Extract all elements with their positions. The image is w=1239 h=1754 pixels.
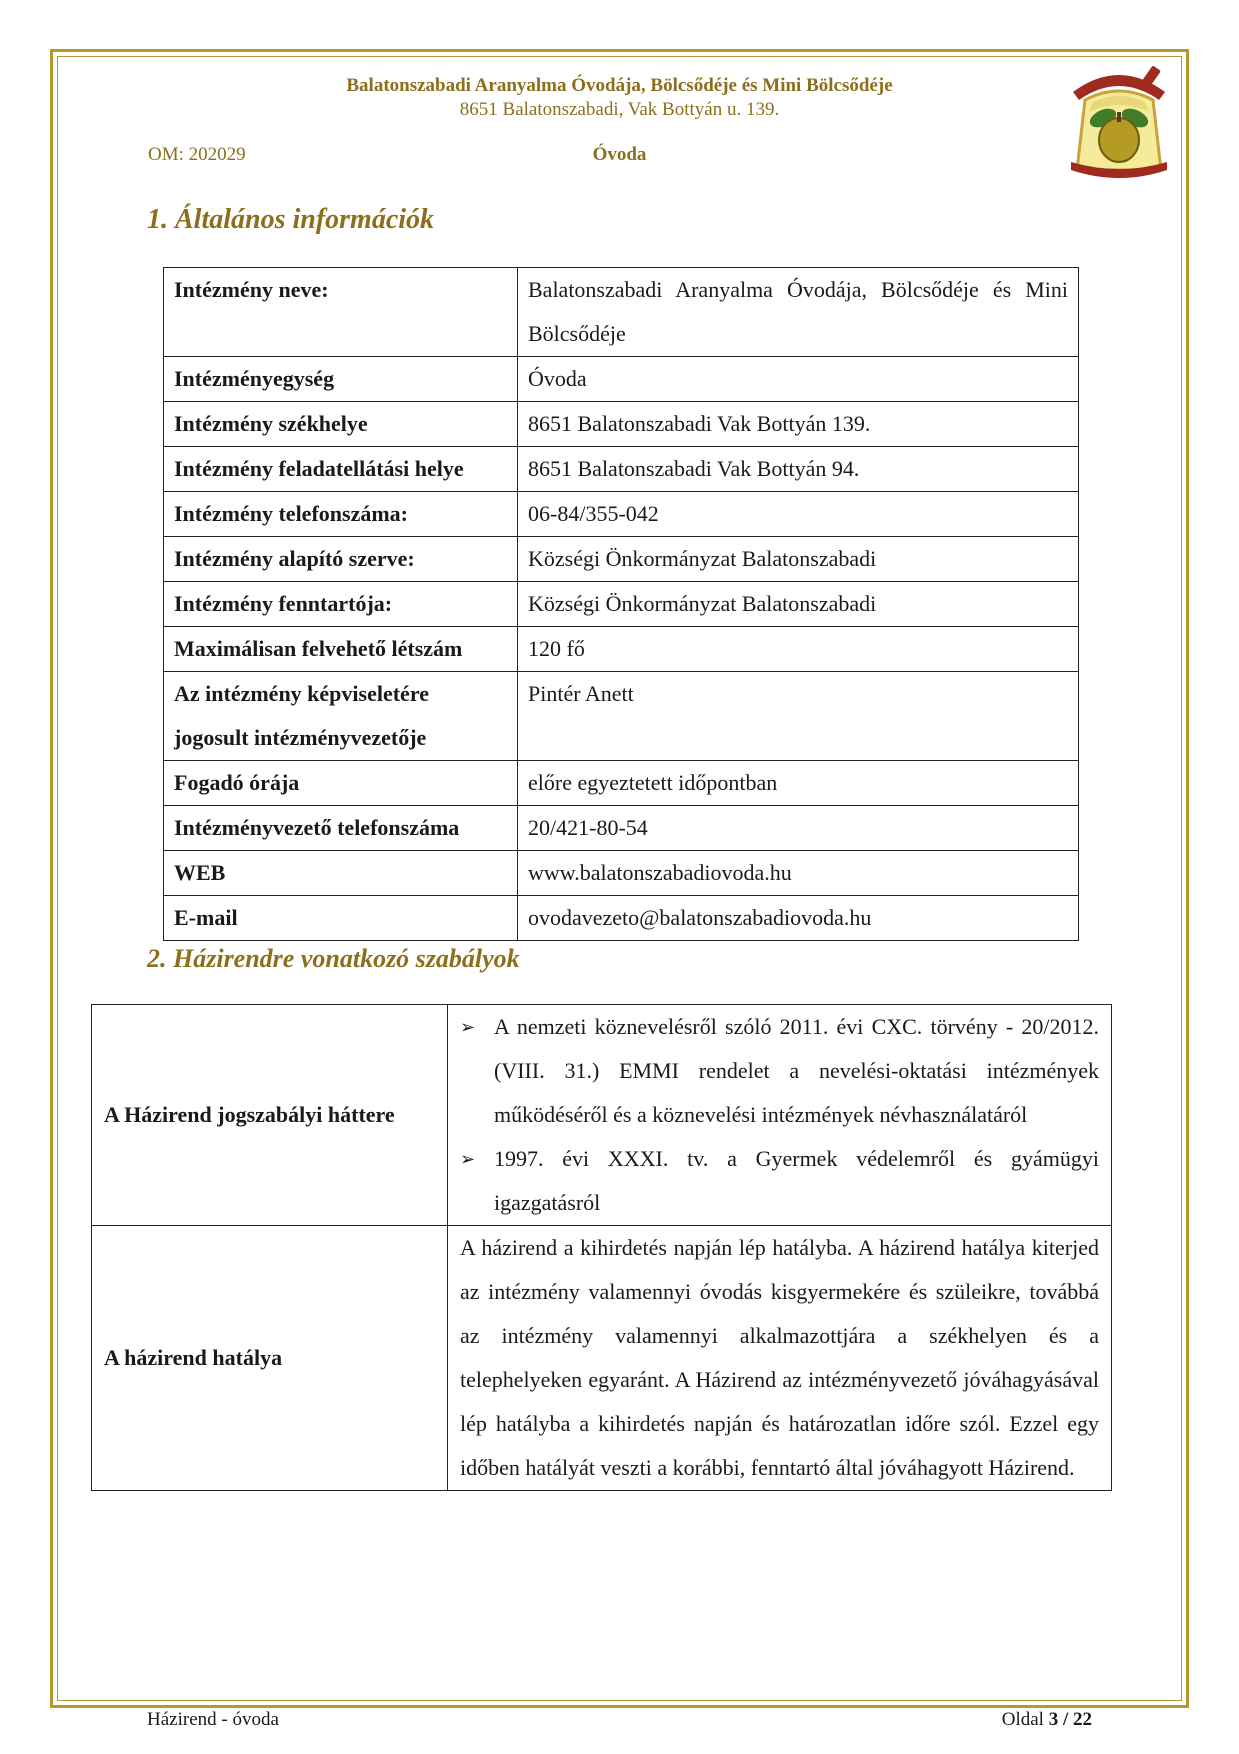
info-value: előre egyeztetett időpontban xyxy=(518,761,1079,806)
page-current: 3 xyxy=(1048,1709,1059,1730)
info-value: www.balatonszabadiovoda.hu xyxy=(518,851,1079,896)
institution-logo-icon xyxy=(1063,62,1175,184)
info-value: ovodavezeto@balatonszabadiovoda.hu xyxy=(518,896,1079,941)
info-value: 8651 Balatonszabadi Vak Bottyán 94. xyxy=(518,447,1079,492)
legal-background-label: A Házirend jogszabályi háttere xyxy=(92,1005,448,1226)
table-row xyxy=(164,627,1079,672)
arrow-bullet-icon: ➢ xyxy=(460,1017,476,1037)
table-row xyxy=(164,672,1079,761)
table-row xyxy=(164,806,1079,851)
list-item xyxy=(460,1137,1099,1225)
table-row xyxy=(164,896,1079,941)
om-number: OM: 202029 xyxy=(148,144,246,165)
info-value: Községi Önkormányzat Balatonszabadi xyxy=(518,582,1079,627)
table-row xyxy=(164,447,1079,492)
table-row xyxy=(164,492,1079,537)
table-row xyxy=(92,1005,1112,1226)
info-label: Maximálisan felvehető létszám xyxy=(164,627,518,672)
info-value: Pintér Anett xyxy=(518,672,1079,761)
info-value: 06-84/355-042 xyxy=(518,492,1079,537)
info-value: 120 fő xyxy=(518,627,1079,672)
list-item-text: 1997. évi XXXI. tv. a Gyermek védelemről és gyámügyi igazgatásról xyxy=(494,1146,1099,1215)
info-label: Intézmény neve: xyxy=(164,268,518,357)
info-label: Fogadó órája xyxy=(164,761,518,806)
section-2-title: 2. Házirendre vonatkozó szabályok xyxy=(147,944,520,973)
table-row xyxy=(164,537,1079,582)
arrow-bullet-icon: ➢ xyxy=(460,1149,476,1169)
info-label: Intézmény telefonszáma: xyxy=(164,492,518,537)
footer-page-number xyxy=(1002,1709,1092,1731)
info-label: Intézmény fenntartója: xyxy=(164,582,518,627)
info-value: 20/421-80-54 xyxy=(518,806,1079,851)
table-row xyxy=(164,402,1079,447)
page-separator: / xyxy=(1058,1709,1073,1730)
info-label: Intézményvezető telefonszáma xyxy=(164,806,518,851)
info-value: Községi Önkormányzat Balatonszabadi xyxy=(518,537,1079,582)
house-rules-table xyxy=(91,1004,1112,1491)
info-label: Intézmény feladatellátási helye xyxy=(164,447,518,492)
table-row xyxy=(164,851,1079,896)
info-label: Intézmény alapító szerve: xyxy=(164,537,518,582)
section-1-title: 1. Általános információk xyxy=(147,204,435,235)
list-item xyxy=(460,1005,1099,1137)
table-row xyxy=(164,268,1079,357)
info-label: Az intézmény képviseletére jogosult intézményvezetője xyxy=(164,672,518,761)
header-unit: Óvoda xyxy=(592,144,647,165)
table-row xyxy=(92,1226,1112,1491)
table-row xyxy=(164,761,1079,806)
table-row xyxy=(164,357,1079,402)
info-label: Intézmény székhelye xyxy=(164,402,518,447)
header-address: 8651 Balatonszabadi, Vak Bottyán u. 139. xyxy=(459,99,780,120)
legal-background-cell xyxy=(448,1005,1112,1226)
info-label: WEB xyxy=(164,851,518,896)
info-value: 8651 Balatonszabadi Vak Bottyán 139. xyxy=(518,402,1079,447)
table-row xyxy=(164,582,1079,627)
info-label: E-mail xyxy=(164,896,518,941)
page-total: 22 xyxy=(1073,1709,1092,1730)
scope-label: A házirend hatálya xyxy=(92,1226,448,1491)
info-value: Balatonszabadi Aranyalma Óvodája, Bölcsődéje és Mini Bölcsődéje xyxy=(518,268,1079,357)
general-info-table xyxy=(163,267,1079,941)
page-prefix: Oldal xyxy=(1001,1709,1049,1730)
scope-text: A házirend a kihirdetés napján lép hatályba. A házirend hatálya kiterjed az intézmény valamennyi óvodás kisgyermekére és szüleikre, továbbá az intézmény valamennyi alkalmazottjára a székhelyen és a telephelyeken egyaránt. A Házirend az intézményvezető jóváhagyásával lép hatályba a kihirdetés napján és határozatlan időre szól. Ezzel egy időben hatályát veszti a korábbi, fenntartó által jóváhagyott Házirend. xyxy=(448,1226,1112,1491)
list-item-text: A nemzeti köznevelésről szóló 2011. évi CXC. törvény - 20/2012. (VIII. 31.) EMMI rendelet a nevelési-oktatási intézmények működéséről és a köznevelési intézmények névhasználatáról xyxy=(494,1014,1099,1127)
info-value: Óvoda xyxy=(518,357,1079,402)
footer-document-name: Házirend - óvoda xyxy=(147,1709,279,1730)
info-label: Intézményegység xyxy=(164,357,518,402)
header-institution-name: Balatonszabadi Aranyalma Óvodája, Bölcsődéje és Mini Bölcsődéje xyxy=(346,75,893,96)
